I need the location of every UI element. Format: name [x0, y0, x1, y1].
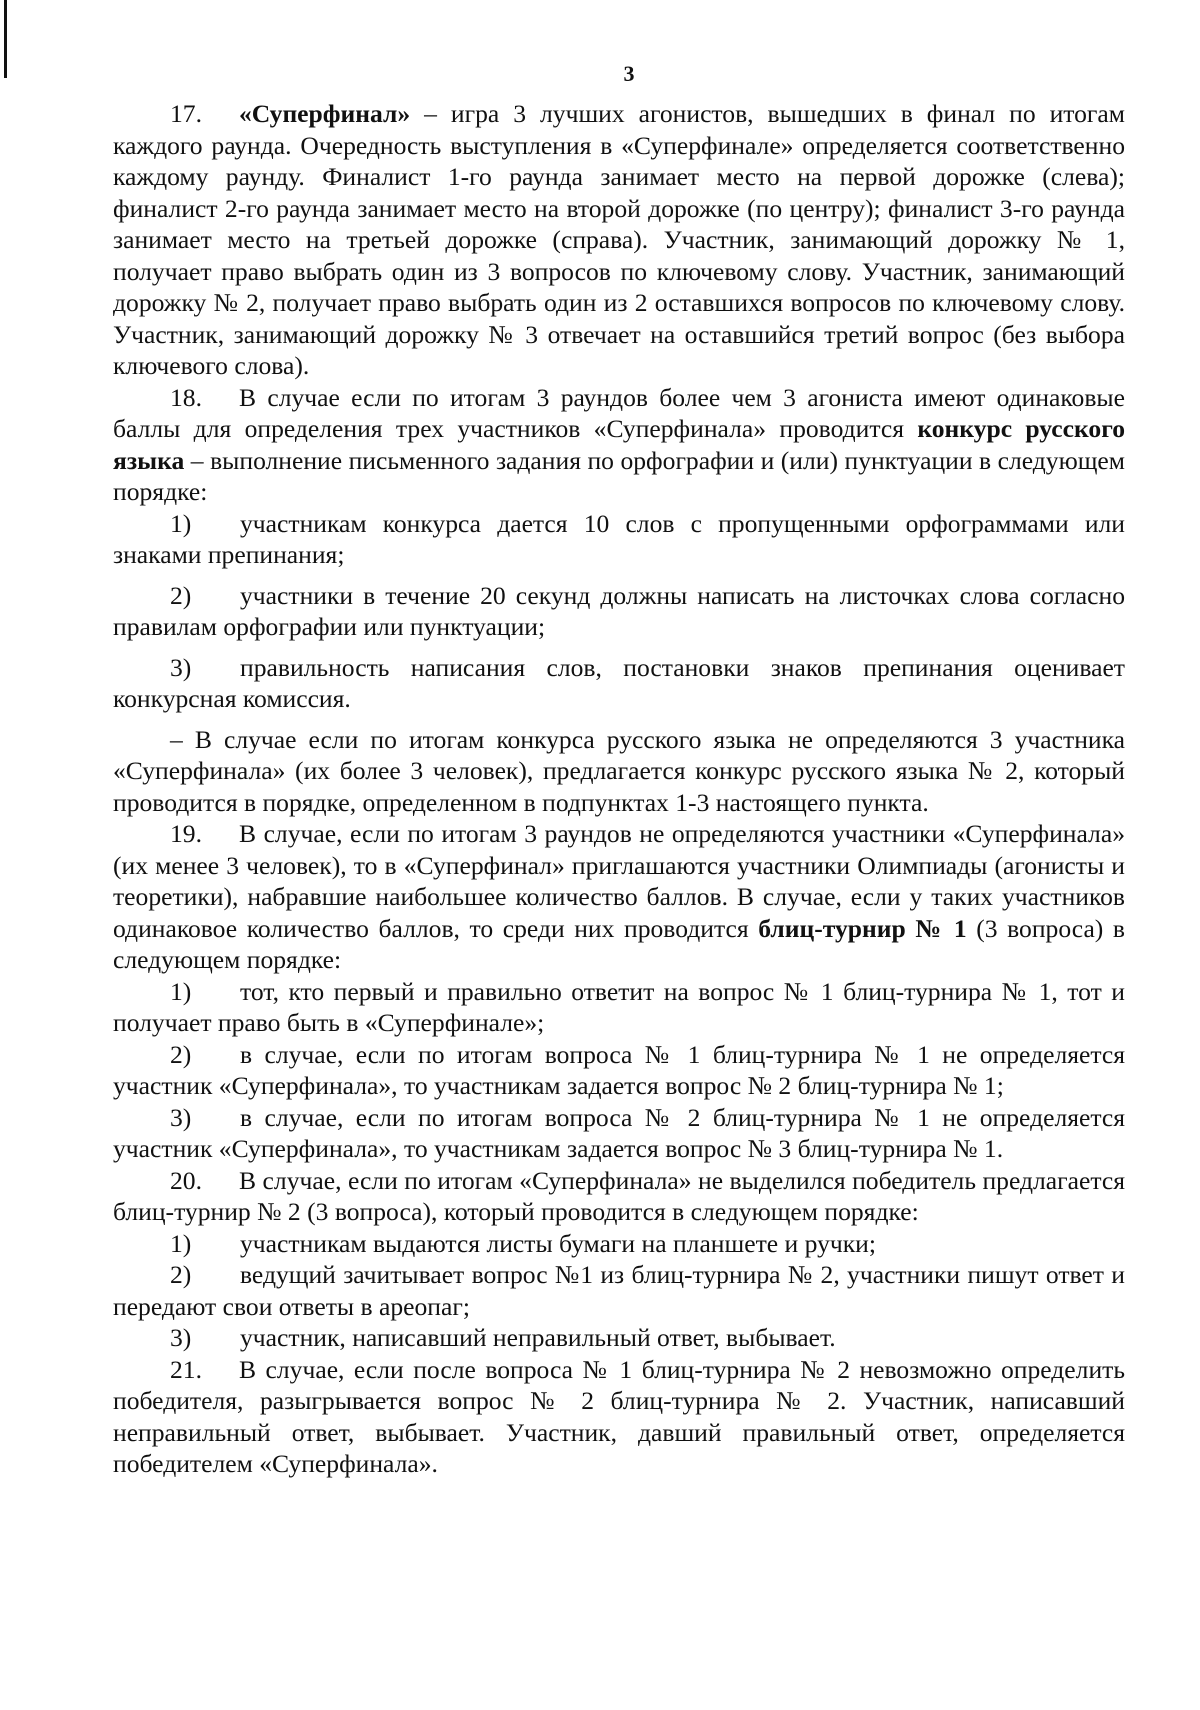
subitem-number: 2) — [170, 1260, 192, 1289]
subitem-18-3 — [113, 652, 1125, 715]
item-number: 20. — [170, 1165, 202, 1195]
item-bold-term: конкурс русского языка — [113, 414, 1126, 475]
rule-item-20 — [113, 1165, 1125, 1228]
subitem-text: в случае, если по итогам вопроса № 2 блиц-турнира № 1 не определяется участник «Суперфинала», то участникам задается вопрос № 3 блиц-турнира № 1. — [113, 1102, 1125, 1163]
item-text: В случае, если после вопроса № 1 блиц-турнира № 2 невозможно определить победителя, разыгрывается вопрос № 2 блиц-турнира № 2. Участник, написавший неправильный ответ, выбывает. Участник, давший правильный ответ, определяется победителем «Суперфинала». — [113, 1354, 1125, 1478]
subitem-text: тот, кто первый и правильно ответит на вопрос № 1 блиц-турнира № 1, тот и получает право быть в «Суперфинале»; — [113, 976, 1125, 1037]
rule-item-17 — [113, 98, 1125, 382]
subitem-text: правильность написания слов, постановки знаков препинания оценивает конкурсная комиссия. — [113, 652, 1125, 713]
subitem-19-2 — [113, 1039, 1125, 1102]
subitem-19-1 — [113, 976, 1125, 1039]
document-page — [113, 60, 1125, 1480]
subitem-number: 3) — [170, 652, 192, 682]
subitem-number: 2) — [170, 1039, 192, 1069]
item-18-note: – В случае если по итогам конкурса русского языка не определяются 3 участника «Суперфинала» (их более 3 человек), предлагается конкурс русского языка № 2, который проводится в порядке, определенном в подпунктах 1-3 настоящего пункта. — [113, 724, 1125, 817]
item-number: 19. — [170, 819, 202, 848]
rule-item-18 — [113, 382, 1125, 508]
item-text-after: (3 вопроса) в следующем порядке: — [113, 913, 1125, 974]
subitem-number: 1) — [170, 1228, 192, 1258]
subitem-text: участникам выдаются листы бумаги на планшете и ручки; — [240, 1228, 876, 1258]
item-number: 18. — [170, 382, 202, 412]
subitem-18-1 — [113, 508, 1125, 571]
subitem-19-3 — [113, 1102, 1125, 1165]
item-text-after: – выполнение письменного задания по орфографии и (или) пунктуации в следующем порядке: — [113, 445, 1125, 506]
rule-item-21 — [113, 1354, 1125, 1480]
rule-item-19 — [113, 818, 1125, 976]
item-text-before: В случае, если по итогам 3 раундов не определяются участники «Суперфинала» (их менее 3 человек), то в «Суперфинал» приглашаются участники Олимпиады (агонисты и теоретики), набравшие наибольшее количество баллов. В случае, если у таких участников одинаковое количество баллов, то среди них проводится — [113, 819, 1125, 943]
subitem-text: участник, написавший неправильный ответ, выбывает. — [240, 1323, 836, 1352]
subitem-text: участникам конкурса дается 10 слов с пропущенными орфограммами или знаками препинания; — [113, 508, 1125, 569]
subitem-number: 1) — [170, 508, 192, 538]
subitem-20-2 — [113, 1259, 1125, 1322]
subitem-text: в случае, если по итогам вопроса № 1 блиц-турнира № 1 не определяется участник «Суперфинала», то участникам задается вопрос № 2 блиц-турнира № 1; — [113, 1039, 1125, 1100]
item-text: В случае, если по итогам «Суперфинала» не выделился победитель предлагается блиц-турнир № 2 (3 вопроса), который проводится в следующем порядке: — [113, 1165, 1125, 1226]
subitem-20-3 — [113, 1322, 1125, 1354]
subitem-number: 3) — [170, 1323, 192, 1352]
item-number: 17. — [170, 99, 202, 128]
scan-edge-mark — [4, 0, 7, 78]
subitem-text: участники в течение 20 секунд должны написать на листочках слова согласно правилам орфографии или пунктуации; — [113, 580, 1125, 641]
subitem-number: 2) — [170, 580, 192, 610]
subitem-number: 1) — [170, 976, 192, 1006]
subitem-number: 3) — [170, 1102, 192, 1132]
item-text: – игра 3 лучших агонистов, вышедших в финал по итогам каждого раунда. Очередность выступления в «Суперфинале» определяется соответственно каждому раунду. Финалист 1-го раунда занимает место на первой дорожке (слева); финалист 2-го раунда занимает место на второй дорожке (по центру); финалист 3-го раунда занимает место на третьей дорожке (справа). Участник, занимающий дорожку № 1, получает право выбрать один из 3 вопросов по ключевому слову. Участник, занимающий дорожку № 2, получает право выбрать один из 2 оставшихся вопросов по ключевому слову. Участник, занимающий дорожку № 3 отвечает на оставшийся третий вопрос (без выбора ключевого слова). — [113, 99, 1125, 380]
item-number: 21. — [170, 1354, 202, 1384]
subitem-18-2 — [113, 580, 1125, 643]
subitem-text: ведущий зачитывает вопрос №1 из блиц-турнира № 2, участники пишут ответ и передают свои ответы в ареопаг; — [113, 1260, 1125, 1321]
subitem-20-1 — [113, 1228, 1125, 1260]
page-number: 3 — [623, 61, 635, 86]
item-text-before: В случае если по итогам 3 раундов более чем 3 агониста имеют одинаковые баллы для определения трех участников «Суперфинала» проводится — [113, 382, 1125, 443]
item-bold-term: блиц-турнир № 1 — [758, 913, 967, 943]
item-bold-term: «Суперфинал» — [239, 99, 411, 128]
